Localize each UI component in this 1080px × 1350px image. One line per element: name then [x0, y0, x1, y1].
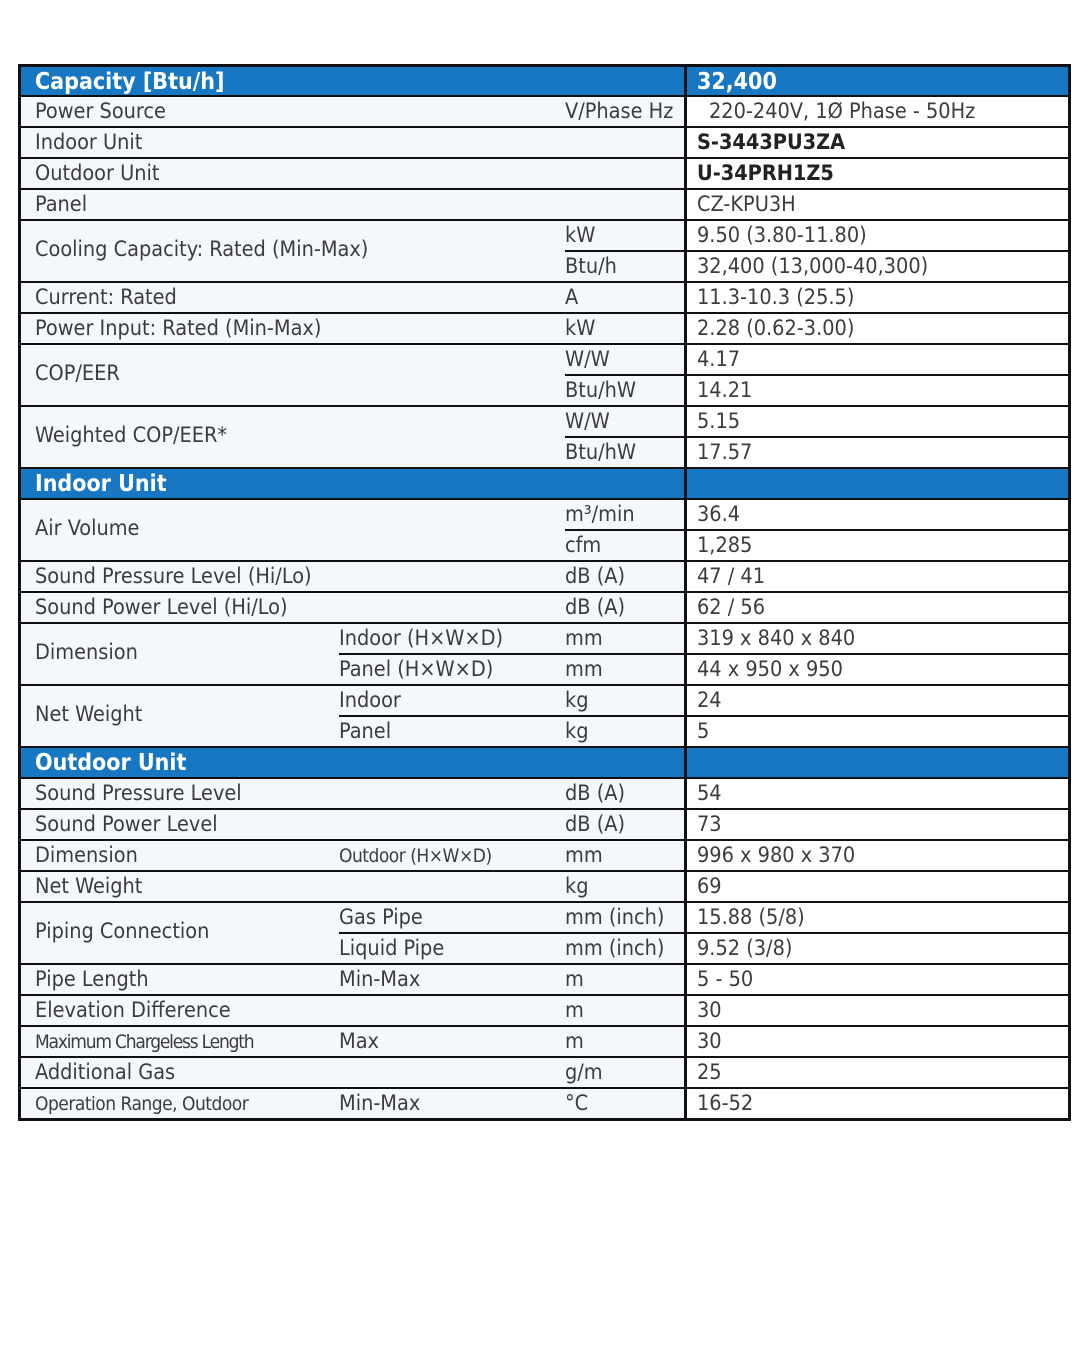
- outdoor-section-title: Outdoor Unit: [35, 750, 187, 776]
- indoor-swl-unit: dB (A): [565, 595, 626, 620]
- cop-eer-unit-ww: W/W: [565, 347, 610, 372]
- additional-gas-label: Additional Gas: [35, 1060, 176, 1085]
- air-volume-value-m3: 36.4: [697, 502, 741, 527]
- indoor-weight-sub-indoor: Indoor: [339, 688, 401, 713]
- current-row: [21, 281, 1068, 312]
- indoor-dimension-unit-indoor: mm: [565, 626, 603, 651]
- piping-value-gas: 15.88 (5/8): [697, 905, 805, 930]
- chargeless-sub: Max: [339, 1029, 379, 1054]
- indoor-dimension-sub-indoor: Indoor (H×W×D): [339, 626, 504, 651]
- elevation-row: [21, 994, 1068, 1025]
- outdoor-dimension-label: Dimension: [35, 843, 138, 868]
- indoor-swl-row: [21, 591, 1068, 622]
- current-value: 11.3-10.3 (25.5): [697, 285, 855, 310]
- outdoor-dimension-row: [21, 839, 1068, 870]
- indoor-dimension-sub-panel: Panel (H×W×D): [339, 657, 494, 682]
- indoor-unit-label: Indoor Unit: [35, 130, 143, 155]
- outdoor-swl-label: Sound Power Level: [35, 812, 218, 837]
- weighted-cop-eer-value-btuhw: 17.57: [697, 440, 753, 465]
- outdoor-spl-unit: dB (A): [565, 781, 626, 806]
- piping-sub-gas: Gas Pipe: [339, 905, 423, 930]
- air-volume-unit-m3: m³/min: [565, 502, 635, 527]
- pipe-length-unit: m: [565, 967, 584, 992]
- indoor-spl-row: [21, 560, 1068, 591]
- operation-range-sub: Min-Max: [339, 1091, 421, 1116]
- outdoor-unit-row: [21, 157, 1068, 188]
- cop-eer-row: [21, 343, 1068, 405]
- piping-label: Piping Connection: [35, 919, 210, 944]
- outdoor-weight-label: Net Weight: [35, 874, 143, 899]
- indoor-dimension-value-indoor: 319 x 840 x 840: [697, 626, 856, 651]
- panel-value: CZ-KPU3H: [697, 192, 796, 217]
- outdoor-spl-row: [21, 777, 1068, 808]
- outdoor-section-header: [21, 746, 1068, 777]
- power-source-value: 220-240V, 1Ø Phase - 50Hz: [709, 99, 976, 124]
- cop-eer-unit-btuhw: Btu/hW: [565, 378, 637, 403]
- power-input-row: [21, 312, 1068, 343]
- outdoor-weight-unit: kg: [565, 874, 589, 899]
- operation-range-row: [21, 1087, 1068, 1118]
- indoor-swl-value: 62 / 56: [697, 595, 766, 620]
- power-input-label: Power Input: Rated (Min-Max): [35, 316, 322, 341]
- outdoor-dimension-unit: mm: [565, 843, 603, 868]
- pipe-length-value: 5 - 50: [697, 967, 754, 992]
- indoor-swl-label: Sound Power Level (Hi/Lo): [35, 595, 288, 620]
- cop-eer-label: COP/EER: [35, 361, 120, 386]
- indoor-spl-value: 47 / 41: [697, 564, 766, 589]
- outdoor-swl-unit: dB (A): [565, 812, 626, 837]
- cop-eer-value-btuhw: 14.21: [697, 378, 753, 403]
- air-volume-label: Air Volume: [35, 516, 140, 541]
- weighted-cop-eer-unit-ww: W/W: [565, 409, 610, 434]
- outdoor-weight-row: [21, 870, 1068, 901]
- indoor-weight-unit-indoor: kg: [565, 688, 589, 713]
- indoor-weight-value-indoor: 24: [697, 688, 722, 713]
- piping-sub-liquid: Liquid Pipe: [339, 936, 445, 961]
- indoor-dimension-unit-panel: mm: [565, 657, 603, 682]
- outdoor-spl-value: 54: [697, 781, 722, 806]
- spec-table: [18, 64, 1071, 1121]
- outdoor-swl-row: [21, 808, 1068, 839]
- operation-range-label: Operation Range, Outdoor: [35, 1093, 249, 1115]
- cop-eer-value-ww: 4.17: [697, 347, 741, 372]
- indoor-weight-value-panel: 5: [697, 719, 710, 744]
- outdoor-swl-value: 73: [697, 812, 722, 837]
- air-volume-row: [21, 498, 1068, 560]
- capacity-header-row: [21, 64, 1068, 95]
- power-source-row: [21, 95, 1068, 126]
- outdoor-unit-label: Outdoor Unit: [35, 161, 160, 186]
- chargeless-unit: m: [565, 1029, 584, 1054]
- piping-value-liquid: 9.52 (3/8): [697, 936, 793, 961]
- weighted-cop-eer-unit-btuhw: Btu/hW: [565, 440, 637, 465]
- indoor-section-title: Indoor Unit: [35, 471, 167, 497]
- current-unit: A: [565, 285, 579, 310]
- elevation-label: Elevation Difference: [35, 998, 231, 1023]
- cooling-capacity-row: [21, 219, 1068, 281]
- indoor-weight-row: [21, 684, 1068, 746]
- panel-row: [21, 188, 1068, 219]
- capacity-title: Capacity [Btu/h]: [35, 69, 225, 95]
- power-source-unit: V/Phase Hz: [565, 99, 674, 124]
- chargeless-label: Maximum Chargeless Length: [35, 1031, 254, 1053]
- indoor-dimension-value-panel: 44 x 950 x 950: [697, 657, 843, 682]
- weighted-cop-eer-label: Weighted COP/EER*: [35, 423, 228, 448]
- piping-row: [21, 901, 1068, 963]
- indoor-dimension-row: [21, 622, 1068, 684]
- power-source-label: Power Source: [35, 99, 166, 124]
- pipe-length-label: Pipe Length: [35, 967, 149, 992]
- elevation-value: 30: [697, 998, 722, 1023]
- pipe-length-row: [21, 963, 1068, 994]
- indoor-section-header: [21, 467, 1068, 498]
- indoor-unit-value: S-3443PU3ZA: [697, 130, 846, 155]
- cooling-capacity-unit-btuh: Btu/h: [565, 254, 617, 279]
- air-volume-value-cfm: 1,285: [697, 533, 753, 558]
- outdoor-spl-label: Sound Pressure Level: [35, 781, 242, 806]
- additional-gas-row: [21, 1056, 1068, 1087]
- weighted-cop-eer-value-ww: 5.15: [697, 409, 741, 434]
- weighted-cop-eer-row: [21, 405, 1068, 467]
- additional-gas-unit: g/m: [565, 1060, 603, 1085]
- indoor-weight-label: Net Weight: [35, 702, 143, 727]
- panel-label: Panel: [35, 192, 88, 217]
- air-volume-unit-cfm: cfm: [565, 533, 602, 558]
- capacity-value: 32,400: [697, 69, 777, 95]
- power-input-unit: kW: [565, 316, 596, 341]
- operation-range-unit: °C: [565, 1091, 589, 1116]
- piping-unit-liquid: mm (inch): [565, 936, 665, 961]
- chargeless-row: [21, 1025, 1068, 1056]
- additional-gas-value: 25: [697, 1060, 722, 1085]
- current-label: Current: Rated: [35, 285, 177, 310]
- pipe-length-sub: Min-Max: [339, 967, 421, 992]
- outdoor-weight-value: 69: [697, 874, 722, 899]
- spec-sheet: [18, 64, 1071, 1121]
- indoor-dimension-label: Dimension: [35, 640, 138, 665]
- cooling-capacity-value-kw: 9.50 (3.80-11.80): [697, 223, 867, 248]
- cooling-capacity-value-btuh: 32,400 (13,000-40,300): [697, 254, 929, 279]
- piping-unit-gas: mm (inch): [565, 905, 665, 930]
- indoor-weight-unit-panel: kg: [565, 719, 589, 744]
- indoor-unit-row: [21, 126, 1068, 157]
- cooling-capacity-label: Cooling Capacity: Rated (Min-Max): [35, 237, 369, 262]
- indoor-spl-unit: dB (A): [565, 564, 626, 589]
- chargeless-value: 30: [697, 1029, 722, 1054]
- indoor-weight-sub-panel: Panel: [339, 719, 392, 744]
- power-input-value: 2.28 (0.62-3.00): [697, 316, 855, 341]
- operation-range-value: 16-52: [697, 1091, 754, 1116]
- cooling-capacity-unit-kw: kW: [565, 223, 596, 248]
- elevation-unit: m: [565, 998, 584, 1023]
- outdoor-unit-value: U-34PRH1Z5: [697, 161, 834, 186]
- indoor-spl-label: Sound Pressure Level (Hi/Lo): [35, 564, 312, 589]
- outdoor-dimension-sub: Outdoor (H×W×D): [339, 845, 492, 867]
- outdoor-dimension-value: 996 x 980 x 370: [697, 843, 856, 868]
